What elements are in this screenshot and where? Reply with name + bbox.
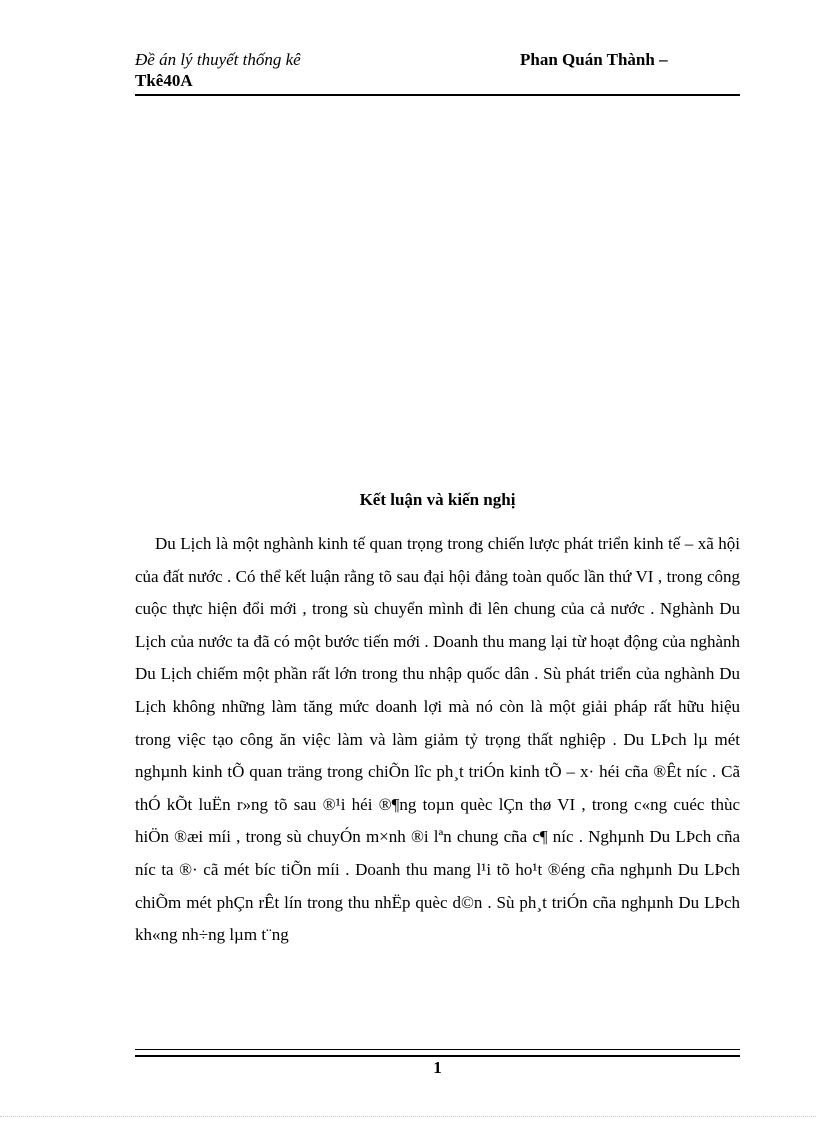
header-class-code: Tkê40A bbox=[135, 71, 193, 90]
header-document-title: Đề án lý thuyết thống kê bbox=[135, 50, 301, 69]
body-text bbox=[135, 528, 740, 952]
body-paragraph: Du Lịch là một nghành kinh tế quan trọng trong chiến lược phát triển kinh tế – xã hội của đất nước . Có thể kết luận rằng tõ sau đại hội đảng toàn quốc lần thứ VI , trong công cuộc thực hiện đổi mới , trong sù chuyển mình đi lên chung của cả nước . Nghành Du Lịch của nước ta đã có một bước tiến mới . Doanh thu mang lại từ hoạt động của nghành Du Lịch chiếm một phần rất lớn trong thu nhập quốc dân . Sù phát triển của nghành Du Lịch không những làm tăng mức doanh lợi mà nó còn là một giải pháp rất hữu hiệu trong việc tạo công ăn việc làm và làm giảm tỷ trọng thất nghiệp . Du LÞch lµ mét nghµnh kinh tÕ quan träng trong chiÕn lîc ph¸t triÓn kinh tÕ – x· héi cña ®Êt níc . Cã thÓ kÕt luËn r»ng tõ sau ®¹i héi ®¶ng toµn quèc lÇn thø VI , trong c«ng cuéc thùc hiÖn ®æi míi , trong sù chuyÓn m×nh ®i lªn chung cña c¶ níc . Nghµnh Du LÞch cña níc ta ®· cã mét bíc tiÕn míi . Doanh thu mang l¹i tõ ho¹t ®éng cña nghµnh Du LÞch chiÕm mét phÇn rÊt lín trong thu nhËp quèc d©n . Sù ph¸t triÓn cña nghµnh Du LÞch kh«ng nh÷ng lµm t¨ng bbox=[135, 534, 740, 945]
footer-divider bbox=[135, 1049, 740, 1057]
page-number: 1 bbox=[433, 1058, 442, 1077]
section-title: Kết luận và kiến nghị bbox=[359, 490, 516, 509]
header-author: Phan Quán Thành – bbox=[520, 50, 668, 69]
page-header bbox=[135, 48, 740, 96]
page-edge-divider bbox=[0, 1116, 816, 1117]
